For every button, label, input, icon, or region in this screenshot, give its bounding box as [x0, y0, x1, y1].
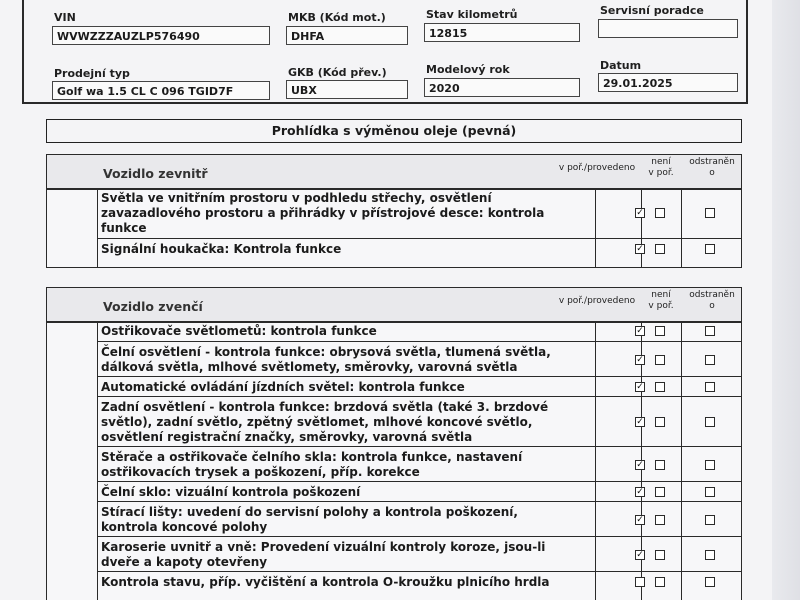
col-notneeded-line2: v poř.	[648, 301, 674, 311]
checklist-row-text	[101, 242, 591, 257]
removed-checkbox[interactable]	[705, 382, 715, 392]
removed-checkbox[interactable]	[705, 550, 715, 560]
done-checkbox[interactable]	[635, 515, 645, 525]
year-label: Modelový rok	[426, 63, 510, 76]
checklist-row-line: funkce	[101, 221, 147, 235]
checklist-row-text	[101, 450, 591, 480]
date-label: Datum	[600, 59, 642, 72]
checklist-row-text	[101, 345, 591, 375]
done-checkbox[interactable]	[635, 382, 645, 392]
checklist-row	[97, 238, 741, 259]
interior-table	[46, 154, 742, 268]
checklist-row	[97, 188, 741, 238]
type-label: Prodejní typ	[54, 67, 130, 80]
interior-table-header	[47, 155, 741, 190]
paper-edge	[772, 0, 800, 600]
checklist-row-line: dveře a kapoty otevřeny	[101, 555, 268, 569]
removed-checkbox[interactable]	[705, 487, 715, 497]
checklist-row	[97, 571, 741, 592]
checklist-row-line: Zadní osvětlení - kontrola funkce: brzdová světla (také 3. brzdové	[101, 400, 549, 414]
km-label: Stav kilometrů	[426, 8, 518, 21]
notneeded-checkbox[interactable]	[655, 355, 665, 365]
checklist-row	[97, 376, 741, 397]
checklist-row	[97, 536, 741, 572]
km-field[interactable]: 12815	[424, 23, 580, 42]
col-removed-line1: odstraněn	[689, 157, 735, 167]
checklist-row-text	[101, 575, 591, 590]
col-removed-line2: o	[709, 301, 715, 311]
col-removed-line2: o	[709, 168, 715, 178]
checklist-row-line: osvětlení registrační značky, směrovky, varovná světla	[101, 430, 473, 444]
removed-checkbox[interactable]	[705, 460, 715, 470]
removed-checkbox[interactable]	[705, 515, 715, 525]
exterior-table	[46, 287, 742, 600]
checklist-row-text	[101, 485, 591, 500]
removed-checkbox[interactable]	[705, 244, 715, 254]
checklist-row-line: Stěrače a ostřikovače čelního skla: kontrola funkce, nastavení	[101, 450, 523, 464]
col-removed	[683, 157, 741, 179]
notneeded-checkbox[interactable]	[655, 487, 665, 497]
exterior-table-header	[47, 288, 741, 323]
notneeded-checkbox[interactable]	[655, 550, 665, 560]
col-notneeded-line2: v poř.	[648, 168, 674, 178]
checklist-row-line: Signální houkačka: Kontrola funkce	[101, 242, 342, 256]
notneeded-checkbox[interactable]	[655, 417, 665, 427]
checklist-row-line: Čelní osvětlení - kontrola funkce: obrysová světla, tlumená světla,	[101, 345, 551, 359]
mkb-label: MKB (Kód mot.)	[288, 11, 386, 24]
removed-checkbox[interactable]	[705, 355, 715, 365]
gkb-label: GKB (Kód přev.)	[288, 66, 387, 79]
interior-section-title: Vozidlo zevnitř	[103, 166, 208, 181]
col-done: v poř./provedeno	[558, 296, 636, 306]
col-notneeded	[641, 290, 681, 312]
checklist-row-text	[101, 380, 591, 395]
col-notneeded	[641, 157, 681, 179]
notneeded-checkbox[interactable]	[655, 515, 665, 525]
done-checkbox[interactable]	[635, 487, 645, 497]
notneeded-checkbox[interactable]	[655, 208, 665, 218]
checklist-row	[97, 341, 741, 377]
advisor-label: Servisní poradce	[600, 4, 704, 17]
checklist-row-line: kontrola koncové polohy	[101, 520, 268, 534]
removed-checkbox[interactable]	[705, 208, 715, 218]
vin-field[interactable]: WVWZZZAUZLP576490	[52, 26, 270, 45]
type-field[interactable]: Golf wa 1.5 CL C 096 TGID7F	[52, 81, 270, 100]
checklist-row-line: Ostřikovače světlometů: kontrola funkce	[101, 324, 377, 338]
checklist-row-line: Karoserie uvnitř a vně: Provedení vizuální kontroly koroze, jsou-li	[101, 540, 546, 554]
done-checkbox[interactable]	[635, 326, 645, 336]
checklist-row	[97, 481, 741, 502]
done-checkbox[interactable]	[635, 577, 645, 587]
col-done: v poř./provedeno	[558, 163, 636, 173]
inspection-title: Prohlídka s výměnou oleje (pevná)	[46, 119, 742, 143]
gkb-field[interactable]: UBX	[286, 80, 408, 99]
advisor-field[interactable]	[598, 19, 738, 38]
checklist-row-text	[101, 505, 591, 535]
notneeded-checkbox[interactable]	[655, 382, 665, 392]
col-removed	[683, 290, 741, 312]
checklist-row	[97, 446, 741, 482]
checklist-row	[97, 501, 741, 537]
checklist-row-line: Automatické ovládání jízdních světel: kontrola funkce	[101, 380, 465, 394]
done-checkbox[interactable]	[635, 208, 645, 218]
mkb-field[interactable]: DHFA	[286, 26, 408, 45]
col-notneeded-line1: není	[651, 290, 671, 300]
col-notneeded-line1: není	[651, 157, 671, 167]
done-checkbox[interactable]	[635, 355, 645, 365]
checklist-row-text	[101, 540, 591, 570]
notneeded-checkbox[interactable]	[655, 577, 665, 587]
date-field[interactable]: 29.01.2025	[598, 73, 738, 92]
done-checkbox[interactable]	[635, 460, 645, 470]
removed-checkbox[interactable]	[705, 417, 715, 427]
checklist-row-line: Kontrola stavu, příp. vyčištění a kontrola O-kroužku plnicího hrdla	[101, 575, 550, 589]
done-checkbox[interactable]	[635, 550, 645, 560]
checklist-row	[97, 321, 741, 341]
checklist-row-line: zavazadlového prostoru a přihrádky v přístrojové desce: kontrola	[101, 206, 545, 220]
checklist-row-line: Světla ve vnitřním prostoru v podhledu střechy, osvětlení	[101, 191, 492, 205]
done-checkbox[interactable]	[635, 244, 645, 254]
checklist-row	[97, 396, 741, 447]
done-checkbox[interactable]	[635, 417, 645, 427]
removed-checkbox[interactable]	[705, 577, 715, 587]
notneeded-checkbox[interactable]	[655, 326, 665, 336]
removed-checkbox[interactable]	[705, 326, 715, 336]
checklist-row-text	[101, 191, 591, 236]
checklist-row-text	[101, 324, 591, 339]
notneeded-checkbox[interactable]	[655, 244, 665, 254]
notneeded-checkbox[interactable]	[655, 460, 665, 470]
checklist-row-line: ostřikovacích trysek a poškození, příp. korekce	[101, 465, 420, 479]
year-field[interactable]: 2020	[424, 78, 580, 97]
checklist-row-line: světlo), zadní světlo, zpětný světlomet, mlhové koncové světlo,	[101, 415, 533, 429]
exterior-section-title: Vozidlo zvenčí	[103, 299, 203, 314]
col-removed-line1: odstraněn	[689, 290, 735, 300]
checklist-row-text	[101, 400, 591, 445]
checklist-row-line: Stírací lišty: uvedení do servisní polohy a kontrola poškození,	[101, 505, 518, 519]
vin-label: VIN	[54, 11, 76, 24]
checklist-row-line: dálková světla, mlhové světlomety, směrovky, varovná světla	[101, 360, 518, 374]
checklist-row-line: Čelní sklo: vizuální kontrola poškození	[101, 485, 361, 499]
